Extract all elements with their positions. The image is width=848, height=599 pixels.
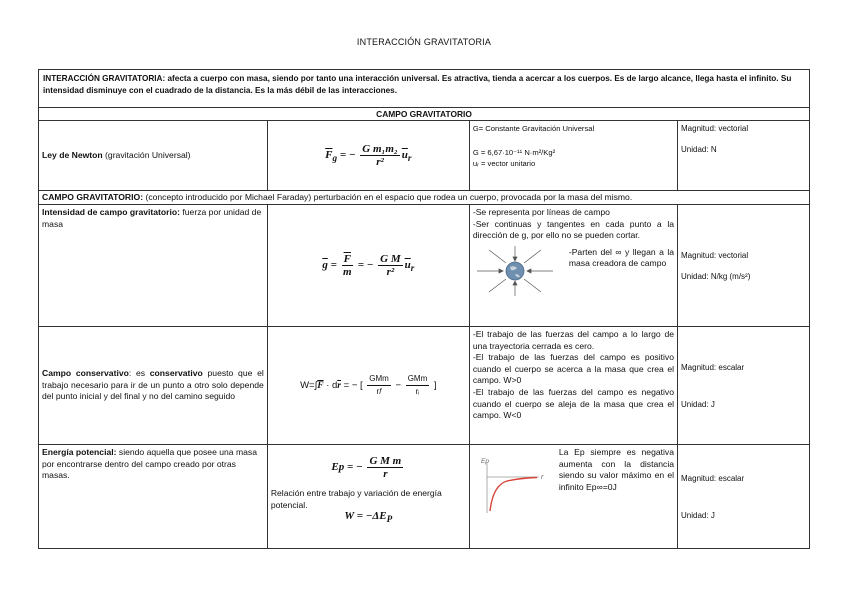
intensidad-label: Intensidad de campo gravitatorio: [42,207,180,217]
arrow-icon [513,281,517,285]
conservativo-measure [678,327,810,445]
field-line [489,250,506,263]
field-lines-diagram [473,244,557,298]
gravitation-table [38,69,810,549]
energia-symbol: Ep [331,461,345,474]
conservativo-notes [469,327,677,445]
conservativo-text-b: puesto que el trabajo necesario para ir de un punto a otro solo depende del punto inicial y del final y no del camino seguido [42,368,264,402]
energia-label-cell [39,445,268,549]
conservativo-formula: $W=\int\overline{F} \cdot d\overline{r}$ = − [ $\frac{\text{GMm}}{\text{r𝑓}}$ − $\frac{\text{GMm}}{\text{rᵢ}}$ ] [267,327,469,445]
field-denominator-2: r² [386,266,395,278]
field-numerator-1: $\overline{F}$ [343,253,351,265]
field-line [524,250,541,263]
field-line [489,279,506,292]
work-equals: = − [341,380,358,392]
newton-note: G = 6,67·10⁻¹¹ N·m²/Kg² [472,147,556,157]
work-den-2: rᵢ [415,387,420,396]
arrow-icon [527,269,531,273]
graph-x-label: r [540,474,544,481]
intro-cell [39,70,810,108]
field-numerator-2: G M [380,253,401,265]
earth-icon [506,262,524,280]
newton-unit-vector: $\overline{u}$ [401,149,408,162]
energia-unit: Unidad: J [681,510,715,520]
work-dot: · d [323,380,338,392]
page-title: INTERACCIÓN GRAVITATORIA [356,37,492,47]
graph-y-label: Ep [480,458,489,465]
newton-label-cell [39,121,268,191]
campo-text: (concepto introducido por Michael Faraday) perturbación en el espacio que rodea un cuerpo, provocada por la masa del mismo. [145,192,633,202]
newton-force-sub: g [332,153,338,164]
energia-formula-cell [267,445,469,549]
conservativo-note: -El trabajo de las fuerzas del campo es negativo cuando el cuerpo se aleja de la masa que crea el campo. W<0 [472,386,675,421]
energia-fraction [367,455,403,480]
campo-label: CAMPO GRAVITATORIO: [42,192,144,202]
energia-formula [271,455,466,480]
conservativo-text-a: : es [128,368,150,379]
energia-text: siendo aquella que posee una masa por encontrarse dentro del campo creado por otras masas. [42,447,257,481]
conservativo-bold: conservativo [149,368,203,379]
field-unit-vector: $\overline{u}$ [404,259,411,272]
newton-note: G= Constante Gravitación Universal [472,124,595,133]
field-unit-sub: r [410,263,415,274]
conservativo-label-cell [39,327,268,445]
field-fraction-2 [378,253,402,278]
conservativo-unit: Unidad: J [681,399,715,409]
energia-notes: La Ep siempre es negativa aumenta con la distancia siendo su valor máximo en el infinito Ep∞=0J [558,447,675,492]
energia-label: Energía potencial: [42,447,117,457]
intensidad-unit: Unidad: N/kg (m/s²) [681,271,751,281]
intensidad-note: -Ser continuas y tangentes en cada punto a la dirección de g, por ello no se pueden cortar. [472,218,675,241]
newton-numerator: G m₁m₂ [362,143,398,155]
newton-denominator: r² [376,156,384,168]
newton-equals: = − [339,149,356,162]
energia-magnitude: Magnitud: escalar [681,473,745,483]
energia-measure [678,445,810,549]
work-den-1: r𝑓 [376,387,382,396]
intensidad-text: fuerza por unidad de masa [42,207,262,229]
conservativo-label: Campo conservativo [42,368,129,379]
newton-measure [678,121,810,191]
intensidad-notes [469,205,677,327]
work-minus: − [395,380,402,392]
newton-magnitude: Magnitud: vectorial [681,124,749,133]
newton-notes [469,121,677,191]
field-fraction-1 [342,253,353,278]
work-prefix: W=∫ [300,380,318,392]
field-equals: = [330,259,337,272]
newton-label-suffix: (gravitación Universal) [105,149,191,160]
work-r-vector: $\overline{r}$ [337,381,341,392]
arrow-icon [499,269,503,273]
relation-formula-sub: P [386,514,393,525]
energia-numerator: G M m [369,455,402,467]
work-num-1: GMm [367,373,391,386]
potential-energy-graph [473,455,551,521]
energia-relation-formula [271,511,466,526]
energia-notes-cell [469,445,677,549]
energia-relation: Relación entre trabajo y variación de energía potencial. [270,488,442,510]
field-equals-2: = − [357,259,374,272]
intensidad-label-cell [39,205,268,327]
graph-curve [490,478,537,512]
field-symbol: $\overline{g}$ [322,259,328,272]
conservativo-note: -El trabajo de las fuerzas del campo a lo largo de una trayectoria cerrada es cero. [472,329,675,351]
intensidad-magnitude: Magnitud: vectorial [681,250,749,260]
intensidad-side-note: -Parten del ∞ y llegan a la masa creadora de campo [568,246,675,269]
conservativo-note: -El trabajo de las fuerzas del campo es positivo cuando el cuerpo se acerca a la masa que crea el campo. W>0 [472,352,675,386]
field-line [524,279,541,292]
intro-label: INTERACCIÓN GRAVITATORIA: [43,74,166,83]
field-denominator-1: m [342,266,352,278]
conservativo-magnitude: Magnitud: escalar [681,362,745,372]
intensidad-formula [267,205,469,327]
relation-formula-text: W = −ΔE [344,510,387,523]
newton-unit: Unidad: N [681,145,717,154]
work-fraction-1 [367,373,391,398]
newton-unit-sub: r [407,153,412,164]
work-force-vector: $\overline{F}$ [317,381,324,392]
arrow-icon [513,257,517,261]
newton-force-symbol: $\overline{F}$ [325,149,333,162]
energia-equals: = − [347,461,363,474]
intro-text: afecta a cuerpo con masa, siendo por tanto una interacción universal. Es atractiva, tienda a acercar a los cuerpos. Es de largo alcance, llega hasta el infinito. Su intensidad disminuye con el cuadrado de la distancia. Es la más débil de las interacciones. [43,74,792,95]
newton-note: uᵣ = vector unitario [472,159,536,169]
intensidad-note: -Se representa por líneas de campo [472,207,610,217]
work-num-2: GMm [406,373,430,386]
newton-fraction [360,143,399,168]
work-fraction-2 [406,373,430,398]
campo-cell [39,191,810,205]
newton-formula [267,121,469,191]
intensidad-measure [678,205,810,327]
section-header: CAMPO GRAVITATORIO [39,108,810,121]
energia-denominator: r [383,468,388,480]
newton-label: Ley de Newton [42,149,103,160]
